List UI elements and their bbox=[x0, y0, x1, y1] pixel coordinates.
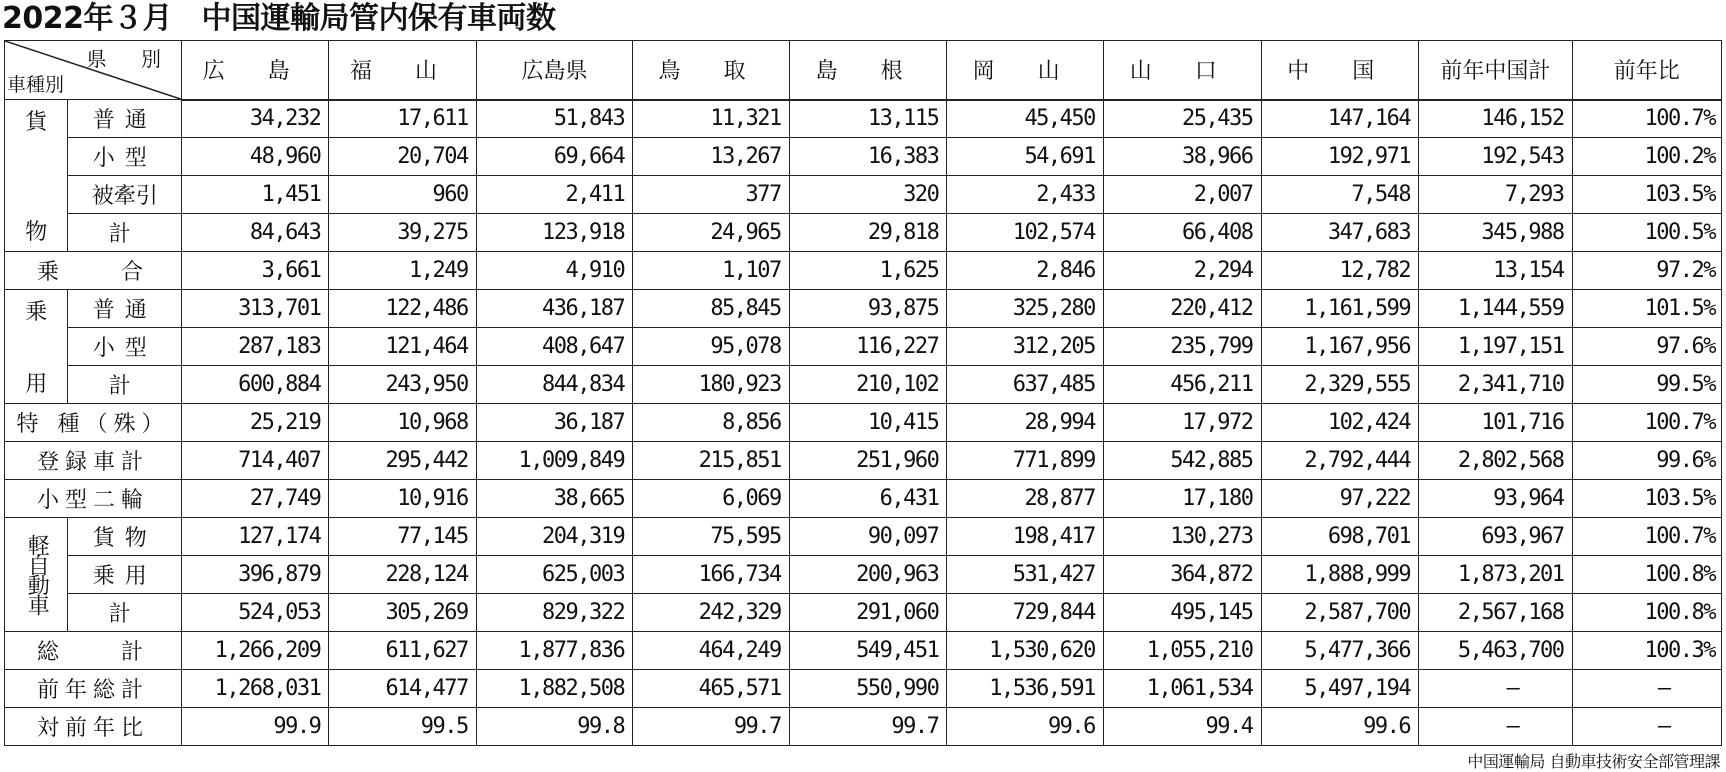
data-cell: 714,407 bbox=[182, 442, 329, 480]
data-cell: 550,990 bbox=[789, 669, 947, 707]
data-cell: — bbox=[1419, 707, 1572, 745]
data-cell: 436,187 bbox=[476, 290, 633, 328]
data-cell: 38,665 bbox=[476, 480, 633, 518]
data-cell: 215,851 bbox=[633, 442, 790, 480]
data-cell: 102,424 bbox=[1261, 404, 1419, 442]
data-cell: 100.5% bbox=[1572, 214, 1721, 252]
data-cell: 99.5% bbox=[1572, 366, 1721, 404]
column-header: 広島県 bbox=[476, 41, 633, 100]
data-cell: 100.3% bbox=[1572, 631, 1721, 669]
data-cell: 312,205 bbox=[947, 328, 1104, 366]
data-cell: 93,875 bbox=[789, 290, 947, 328]
data-cell: — bbox=[1419, 669, 1572, 707]
source-note: 中国運輸局 自動車技術安全部管理課 bbox=[1467, 752, 1720, 771]
data-cell: 204,319 bbox=[476, 518, 633, 556]
data-cell: 1,530,620 bbox=[947, 631, 1104, 669]
data-cell: 1,873,201 bbox=[1419, 555, 1572, 593]
data-cell: 456,211 bbox=[1103, 366, 1261, 404]
data-cell: 97,222 bbox=[1261, 480, 1419, 518]
data-cell: 97.6% bbox=[1572, 328, 1721, 366]
data-cell: 100.8% bbox=[1572, 555, 1721, 593]
group-label-text: 軽自動車 bbox=[24, 534, 50, 615]
column-header: 中 国 bbox=[1261, 41, 1419, 100]
data-cell: 10,968 bbox=[329, 404, 476, 442]
column-header: 前年中国計 bbox=[1419, 41, 1572, 100]
data-cell: 103.5% bbox=[1572, 480, 1721, 518]
row-label: 総 計 bbox=[5, 631, 182, 669]
data-cell: 464,249 bbox=[633, 631, 790, 669]
data-cell: 84,643 bbox=[182, 214, 329, 252]
data-cell: 625,003 bbox=[476, 555, 633, 593]
data-cell: 771,899 bbox=[947, 442, 1104, 480]
data-cell: 1,877,836 bbox=[476, 631, 633, 669]
data-cell: 2,294 bbox=[1103, 252, 1261, 290]
data-cell: 7,293 bbox=[1419, 176, 1572, 214]
data-cell: 1,144,559 bbox=[1419, 290, 1572, 328]
data-cell: 325,280 bbox=[947, 290, 1104, 328]
data-cell: 1,167,956 bbox=[1261, 328, 1419, 366]
data-cell: 75,595 bbox=[633, 518, 790, 556]
data-cell: 192,543 bbox=[1419, 138, 1572, 176]
data-cell: 295,442 bbox=[329, 442, 476, 480]
data-cell: 122,486 bbox=[329, 290, 476, 328]
data-cell: 637,485 bbox=[947, 366, 1104, 404]
table-row bbox=[5, 593, 1722, 631]
data-cell: 5,463,700 bbox=[1419, 631, 1572, 669]
data-cell: 99.7 bbox=[789, 707, 947, 745]
data-cell: 100.2% bbox=[1572, 138, 1721, 176]
data-cell: 291,060 bbox=[789, 593, 947, 631]
data-cell: 45,450 bbox=[947, 100, 1104, 138]
data-cell: 123,918 bbox=[476, 214, 633, 252]
table-row bbox=[5, 138, 1722, 176]
data-cell: 192,971 bbox=[1261, 138, 1419, 176]
data-cell: 20,704 bbox=[329, 138, 476, 176]
data-cell: 1,625 bbox=[789, 252, 947, 290]
data-cell: 99.7 bbox=[633, 707, 790, 745]
data-cell: 38,966 bbox=[1103, 138, 1261, 176]
data-cell: 2,007 bbox=[1103, 176, 1261, 214]
data-cell: 235,799 bbox=[1103, 328, 1261, 366]
data-cell: 198,417 bbox=[947, 518, 1104, 556]
data-cell: 48,960 bbox=[182, 138, 329, 176]
data-cell: 1,266,209 bbox=[182, 631, 329, 669]
data-cell: 11,321 bbox=[633, 100, 790, 138]
data-cell: 25,219 bbox=[182, 404, 329, 442]
data-cell: 99.4 bbox=[1103, 707, 1261, 745]
data-cell: 313,701 bbox=[182, 290, 329, 328]
data-cell: 97.2% bbox=[1572, 252, 1721, 290]
table-row bbox=[5, 442, 1722, 480]
data-cell: 8,856 bbox=[633, 404, 790, 442]
data-cell: 3,661 bbox=[182, 252, 329, 290]
data-cell: 242,329 bbox=[633, 593, 790, 631]
data-cell: 305,269 bbox=[329, 593, 476, 631]
data-cell: 1,268,031 bbox=[182, 669, 329, 707]
data-cell: 147,164 bbox=[1261, 100, 1419, 138]
data-cell: 29,818 bbox=[789, 214, 947, 252]
data-cell: 1,249 bbox=[329, 252, 476, 290]
data-cell: 166,734 bbox=[633, 555, 790, 593]
table-row bbox=[5, 176, 1722, 214]
vehicle-count-table bbox=[4, 40, 1722, 746]
corner-label-prefecture: 県 別 bbox=[86, 47, 176, 71]
data-cell: 220,412 bbox=[1103, 290, 1261, 328]
data-cell: 1,107 bbox=[633, 252, 790, 290]
data-cell: 531,427 bbox=[947, 555, 1104, 593]
data-cell: 101.5% bbox=[1572, 290, 1721, 328]
data-cell: 465,571 bbox=[633, 669, 790, 707]
data-cell: 2,411 bbox=[476, 176, 633, 214]
corner-label-vehicle-type: 車種別 bbox=[7, 74, 65, 97]
column-header: 福 山 bbox=[329, 41, 476, 100]
data-cell: 100.7% bbox=[1572, 404, 1721, 442]
column-header: 岡 山 bbox=[947, 41, 1104, 100]
column-header: 前年比 bbox=[1572, 41, 1721, 100]
data-cell: 614,477 bbox=[329, 669, 476, 707]
data-cell: 121,464 bbox=[329, 328, 476, 366]
data-cell: 85,845 bbox=[633, 290, 790, 328]
data-cell: 1,197,151 bbox=[1419, 328, 1572, 366]
row-label: 特 種（殊） bbox=[5, 404, 182, 442]
data-cell: 200,963 bbox=[789, 555, 947, 593]
row-label: 被牽引 bbox=[68, 176, 182, 214]
data-cell: — bbox=[1572, 707, 1721, 745]
data-cell: 28,877 bbox=[947, 480, 1104, 518]
column-header: 島 根 bbox=[789, 41, 947, 100]
data-cell: 2,587,700 bbox=[1261, 593, 1419, 631]
data-cell: 600,884 bbox=[182, 366, 329, 404]
data-cell: 320 bbox=[789, 176, 947, 214]
data-cell: 100.7% bbox=[1572, 518, 1721, 556]
data-cell: 99.6 bbox=[947, 707, 1104, 745]
data-cell: — bbox=[1572, 669, 1721, 707]
data-cell: 1,161,599 bbox=[1261, 290, 1419, 328]
data-cell: 34,232 bbox=[182, 100, 329, 138]
row-label: 計 bbox=[68, 593, 182, 631]
data-cell: 5,477,366 bbox=[1261, 631, 1419, 669]
data-cell: 24,965 bbox=[633, 214, 790, 252]
data-cell: 99.5 bbox=[329, 707, 476, 745]
data-cell: 2,329,555 bbox=[1261, 366, 1419, 404]
column-header: 広 島 bbox=[182, 41, 329, 100]
data-cell: 13,267 bbox=[633, 138, 790, 176]
data-cell: 524,053 bbox=[182, 593, 329, 631]
group-label-kei bbox=[5, 518, 68, 632]
data-cell: 377 bbox=[633, 176, 790, 214]
row-label: 小型 bbox=[68, 328, 182, 366]
data-cell: 7,548 bbox=[1261, 176, 1419, 214]
data-cell: 36,187 bbox=[476, 404, 633, 442]
data-cell: 243,950 bbox=[329, 366, 476, 404]
data-cell: 1,536,591 bbox=[947, 669, 1104, 707]
data-cell: 408,647 bbox=[476, 328, 633, 366]
row-label: 登録車計 bbox=[5, 442, 182, 480]
data-cell: 2,802,568 bbox=[1419, 442, 1572, 480]
table-row bbox=[5, 480, 1722, 518]
row-label: 普通 bbox=[68, 290, 182, 328]
data-cell: 100.7% bbox=[1572, 100, 1721, 138]
table-row bbox=[5, 631, 1722, 669]
group-char: 乗 bbox=[25, 299, 48, 325]
row-label: 小型 bbox=[68, 138, 182, 176]
column-header: 山 口 bbox=[1103, 41, 1261, 100]
data-cell: 542,885 bbox=[1103, 442, 1261, 480]
data-cell: 77,145 bbox=[329, 518, 476, 556]
data-cell: 17,972 bbox=[1103, 404, 1261, 442]
data-cell: 960 bbox=[329, 176, 476, 214]
table-row bbox=[5, 555, 1722, 593]
data-cell: 2,341,710 bbox=[1419, 366, 1572, 404]
data-cell: 5,497,194 bbox=[1261, 669, 1419, 707]
data-cell: 611,627 bbox=[329, 631, 476, 669]
data-cell: 39,275 bbox=[329, 214, 476, 252]
table-row bbox=[5, 328, 1722, 366]
data-cell: 2,433 bbox=[947, 176, 1104, 214]
data-cell: 28,994 bbox=[947, 404, 1104, 442]
data-cell: 101,716 bbox=[1419, 404, 1572, 442]
row-label: 対前年比 bbox=[5, 707, 182, 745]
group-char: 用 bbox=[25, 372, 48, 398]
row-label: 小型二輪 bbox=[5, 480, 182, 518]
data-cell: 99.6% bbox=[1572, 442, 1721, 480]
data-cell: 99.9 bbox=[182, 707, 329, 745]
data-cell: 10,916 bbox=[329, 480, 476, 518]
data-cell: 396,879 bbox=[182, 555, 329, 593]
data-cell: 99.6 bbox=[1261, 707, 1419, 745]
table-row bbox=[5, 366, 1722, 404]
group-label-jouyou bbox=[5, 290, 68, 404]
data-cell: 2,792,444 bbox=[1261, 442, 1419, 480]
data-cell: 1,055,210 bbox=[1103, 631, 1261, 669]
data-cell: 17,180 bbox=[1103, 480, 1261, 518]
data-cell: 99.8 bbox=[476, 707, 633, 745]
table-row bbox=[5, 707, 1722, 745]
column-header: 鳥 取 bbox=[633, 41, 790, 100]
data-cell: 27,749 bbox=[182, 480, 329, 518]
data-cell: 103.5% bbox=[1572, 176, 1721, 214]
data-cell: 698,701 bbox=[1261, 518, 1419, 556]
data-cell: 829,322 bbox=[476, 593, 633, 631]
data-cell: 1,451 bbox=[182, 176, 329, 214]
data-cell: 347,683 bbox=[1261, 214, 1419, 252]
data-cell: 102,574 bbox=[947, 214, 1104, 252]
data-cell: 1,882,508 bbox=[476, 669, 633, 707]
data-cell: 16,383 bbox=[789, 138, 947, 176]
row-label: 貨物 bbox=[68, 518, 182, 556]
data-cell: 729,844 bbox=[947, 593, 1104, 631]
data-cell: 6,431 bbox=[789, 480, 947, 518]
data-cell: 210,102 bbox=[789, 366, 947, 404]
data-cell: 93,964 bbox=[1419, 480, 1572, 518]
data-cell: 180,923 bbox=[633, 366, 790, 404]
table-row bbox=[5, 290, 1722, 328]
row-label: 乗 合 bbox=[5, 252, 182, 290]
data-cell: 13,154 bbox=[1419, 252, 1572, 290]
data-cell: 549,451 bbox=[789, 631, 947, 669]
page-title: 2022年３月 中国運輸局管内保有車両数 bbox=[2, 1, 556, 36]
data-cell: 495,145 bbox=[1103, 593, 1261, 631]
data-cell: 116,227 bbox=[789, 328, 947, 366]
data-cell: 1,009,849 bbox=[476, 442, 633, 480]
data-cell: 251,960 bbox=[789, 442, 947, 480]
table-row bbox=[5, 404, 1722, 442]
data-cell: 66,408 bbox=[1103, 214, 1261, 252]
data-cell: 51,843 bbox=[476, 100, 633, 138]
data-cell: 12,782 bbox=[1261, 252, 1419, 290]
data-cell: 54,691 bbox=[947, 138, 1104, 176]
data-cell: 6,069 bbox=[633, 480, 790, 518]
table-row bbox=[5, 252, 1722, 290]
data-cell: 1,888,999 bbox=[1261, 555, 1419, 593]
data-cell: 693,967 bbox=[1419, 518, 1572, 556]
group-label-kamotsu bbox=[5, 100, 68, 252]
table-row bbox=[5, 100, 1722, 138]
data-cell: 364,872 bbox=[1103, 555, 1261, 593]
data-cell: 17,611 bbox=[329, 100, 476, 138]
row-label: 計 bbox=[68, 366, 182, 404]
data-cell: 345,988 bbox=[1419, 214, 1572, 252]
group-char: 物 bbox=[25, 219, 48, 245]
data-cell: 69,664 bbox=[476, 138, 633, 176]
table-row bbox=[5, 669, 1722, 707]
data-cell: 100.8% bbox=[1572, 593, 1721, 631]
data-cell: 130,273 bbox=[1103, 518, 1261, 556]
data-cell: 844,834 bbox=[476, 366, 633, 404]
data-cell: 287,183 bbox=[182, 328, 329, 366]
row-label: 計 bbox=[68, 214, 182, 252]
data-cell: 4,910 bbox=[476, 252, 633, 290]
data-cell: 146,152 bbox=[1419, 100, 1572, 138]
data-cell: 10,415 bbox=[789, 404, 947, 442]
row-label: 前年総計 bbox=[5, 669, 182, 707]
data-cell: 1,061,534 bbox=[1103, 669, 1261, 707]
header-row bbox=[5, 41, 1722, 100]
table-row bbox=[5, 214, 1722, 252]
data-cell: 127,174 bbox=[182, 518, 329, 556]
row-label: 乗用 bbox=[68, 555, 182, 593]
data-cell: 25,435 bbox=[1103, 100, 1261, 138]
data-cell: 2,846 bbox=[947, 252, 1104, 290]
data-cell: 13,115 bbox=[789, 100, 947, 138]
data-cell: 90,097 bbox=[789, 518, 947, 556]
data-cell: 95,078 bbox=[633, 328, 790, 366]
data-cell: 228,124 bbox=[329, 555, 476, 593]
data-cell: 2,567,168 bbox=[1419, 593, 1572, 631]
row-label: 普通 bbox=[68, 100, 182, 138]
group-char: 貨 bbox=[25, 110, 48, 136]
corner-header-cell bbox=[5, 41, 182, 100]
table-row bbox=[5, 518, 1722, 556]
